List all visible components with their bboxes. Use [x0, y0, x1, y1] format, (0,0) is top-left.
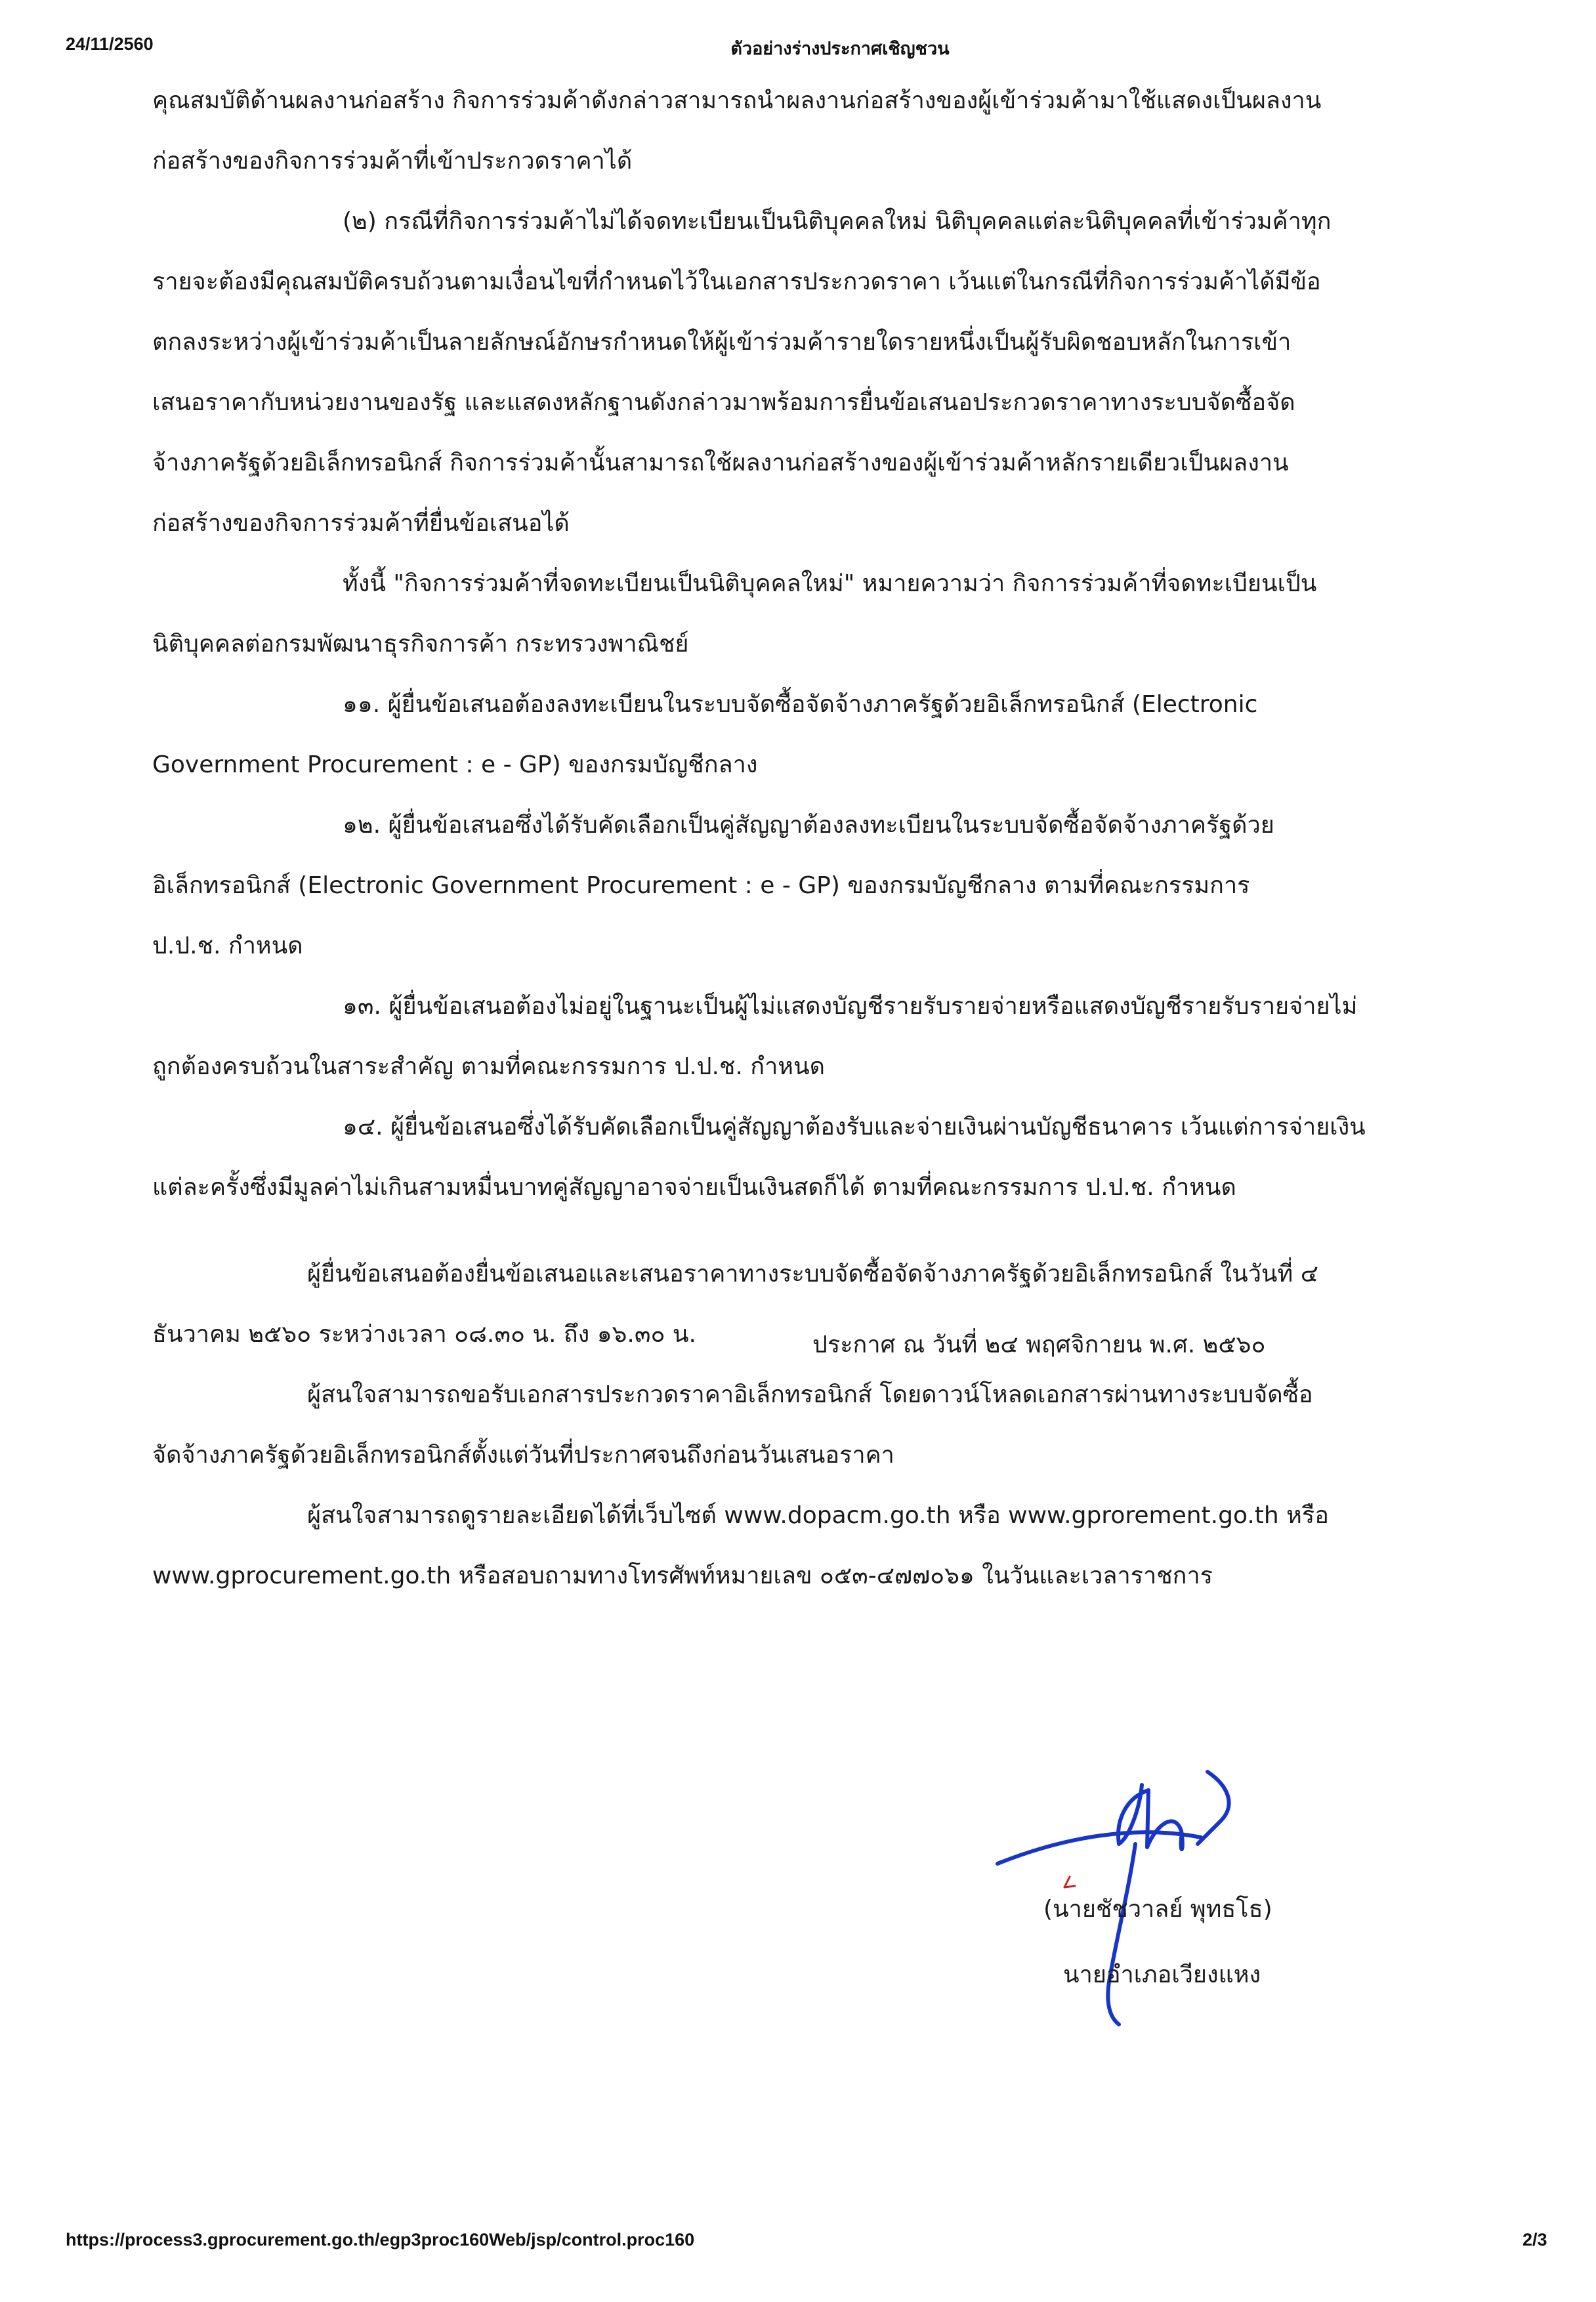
body-line: รายจะต้องมีคุณสมบัติครบถ้วนตามเงื่อนไขที่กำหนดไว้ในเอกสารประกวดราคา เว้นแต่ในกรณีที่กิจการร่วมค้าได้มีข้อ [152, 268, 1321, 295]
body-line: จ้างภาครัฐด้วยอิเล็กทรอนิกส์ กิจการร่วมค้านั้นสามารถใช้ผลงานก่อสร้างของผู้เข้าร่วมค้าหลักรายเดียวเป็นผลงาน [152, 450, 1289, 476]
body-line: ๑๒. ผู้ยื่นข้อเสนอซึ่งได้รับคัดเลือกเป็นคู่สัญญาต้องลงทะเบียนในระบบจัดซื้อจัดจ้างภาครัฐด้วย [343, 812, 1274, 839]
body-line: ๑๑. ผู้ยื่นข้อเสนอต้องลงทะเบียนในระบบจัดซื้อจัดจ้างภาครัฐด้วยอิเล็กทรอนิกส์ (Electronic [343, 691, 1258, 718]
body-line: ก่อสร้างของกิจการร่วมค้าที่เข้าประกวดราคาได้ [152, 148, 633, 175]
body-line: Government Procurement : e - GP) ของกรมบัญชีกลาง [152, 751, 758, 778]
body-line: ตกลงระหว่างผู้เข้าร่วมค้าเป็นลายลักษณ์อักษรกำหนดให้ผู้เข้าร่วมค้ารายใดรายหนึ่งเป็นผู้รับผิดชอบหลักในการเข้า [152, 329, 1292, 356]
body-line: ธันวาคม ๒๕๖๐ ระหว่างเวลา ๐๘.๓๐ น. ถึง ๑๖.๓๐ น. [152, 1321, 696, 1348]
signatory-title: นายอำเภอเวียงแหง [1063, 1961, 1261, 1988]
body-line: ป.ป.ช. กำหนด [152, 932, 303, 959]
document-body [152, 71, 1465, 1606]
body-line: แต่ละครั้งซึ่งมีมูลค่าไม่เกินสามหมื่นบาทคู่สัญญาอาจจ่ายเป็นเงินสดก็ได้ ตามที่คณะกรรมการ ป.ป.ช. กำหนด [152, 1174, 1236, 1201]
body-line: ถูกต้องครบถ้วนในสาระสำคัญ ตามที่คณะกรรมการ ป.ป.ช. กำหนด [152, 1053, 825, 1080]
body-line: จัดจ้างภาครัฐด้วยอิเล็กทรอนิกส์ตั้งแต่วันที่ประกาศจนถึงก่อนวันเสนอราคา [152, 1442, 894, 1469]
body-line: (๒) กรณีที่กิจการร่วมค้าไม่ได้จดทะเบียนเป็นนิติบุคคลใหม่ นิติบุคคลแต่ละนิติบุคคลที่เข้าร่วมค้าทุก [343, 208, 1332, 235]
header-title: ตัวอย่างร่างประกาศเชิญชวน [730, 39, 950, 58]
body-line: ทั้งนี้ "กิจการร่วมค้าที่จดทะเบียนเป็นนิติบุคคลใหม่" หมายความว่า กิจการร่วมค้าที่จดทะเบียนเป็น [343, 570, 1317, 597]
body-line: ผู้สนใจสามารถดูรายละเอียดได้ที่เว็บไซต์ www.dopacm.go.th หรือ www.gprorement.go.th หรือ [307, 1502, 1329, 1529]
signatory-name: (นายชัชวาลย์ พุทธโธ) [1043, 1896, 1272, 1923]
body-line: ก่อสร้างของกิจการร่วมค้าที่ยื่นข้อเสนอได้ [152, 510, 570, 537]
page-number: 2/3 [1522, 2230, 1547, 2250]
body-line: www.gprocurement.go.th หรือสอบถามทางโทรศัพท์หมายเลข ๐๕๓-๔๗๗๐๖๑ ในวันและเวลาราชการ [152, 1562, 1213, 1589]
body-line: ๑๓. ผู้ยื่นข้อเสนอต้องไม่อยู่ในฐานะเป็นผู้ไม่แสดงบัญชีรายรับรายจ่ายหรือแสดงบัญชีรายรับรายจ่ายไม่ [343, 993, 1358, 1020]
body-line: ผู้ยื่นข้อเสนอต้องยื่นข้อเสนอและเสนอราคาทางระบบจัดซื้อจัดจ้างภาครัฐด้วยอิเล็กทรอนิกส์ ในวันที่ ๔ [307, 1261, 1318, 1287]
body-line: เสนอราคากับหน่วยงานของรัฐ และแสดงหลักฐานดังกล่าวมาพร้อมการยื่นข้อเสนอประกวดราคาทางระบบจัดซื้อจัด [152, 389, 1295, 416]
footer-url: https://process3.gprocurement.go.th/egp3proc160Web/jsp/control.proc160 [66, 2230, 695, 2250]
header-date: 24/11/2560 [66, 34, 154, 54]
body-line: คุณสมบัติด้านผลงานก่อสร้าง กิจการร่วมค้าดังกล่าวสามารถนำผลงานก่อสร้างของผู้เข้าร่วมค้ามาใช้แสดงเป็นผลงาน [152, 87, 1322, 114]
body-line: อิเล็กทรอนิกส์ (Electronic Government Procurement : e - GP) ของกรมบัญชีกลาง ตามที่คณะกรรมการ [152, 872, 1250, 899]
body-line: ๑๔. ผู้ยื่นข้อเสนอซึ่งได้รับคัดเลือกเป็นคู่สัญญาต้องรับและจ่ายเงินผ่านบัญชีธนาคาร เว้นแต่การจ่ายเงิน [343, 1114, 1366, 1141]
body-line: นิติบุคคลต่อกรมพัฒนาธุรกิจการค้า กระทรวงพาณิชย์ [152, 631, 689, 658]
body-line: ผู้สนใจสามารถขอรับเอกสารประกวดราคาอิเล็กทรอนิกส์ โดยดาวน์โหลดเอกสารผ่านทางระบบจัดซื้อ [307, 1381, 1313, 1408]
paragraph-gap [152, 1218, 1465, 1244]
announcement-date: ประกาศ ณ วันที่ ๒๔ พฤศจิกายน พ.ศ. ๒๕๖๐ [812, 1331, 1266, 1358]
